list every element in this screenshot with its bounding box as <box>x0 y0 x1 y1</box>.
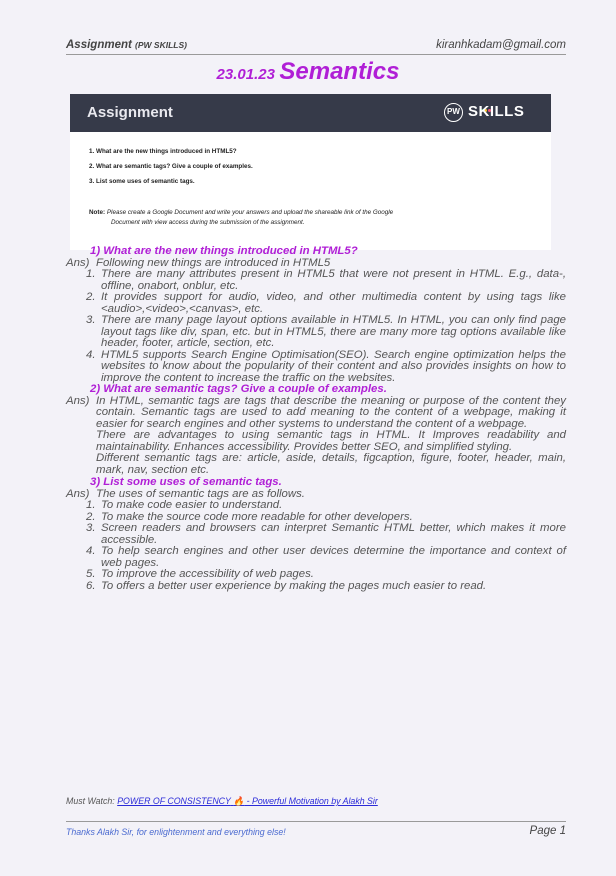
assignment-banner <box>70 94 551 132</box>
question-item: 1. What are the new things introduced in HTML5? <box>89 148 237 155</box>
list-number: 1. <box>86 268 96 280</box>
question-heading-3: 3) List some uses of semantic tags. <box>90 476 282 488</box>
list-item <box>66 350 566 385</box>
note-label: Note: <box>89 209 106 216</box>
list-item <box>66 523 566 546</box>
list-item <box>66 292 566 315</box>
answer-list-3 <box>66 500 566 592</box>
list-text: There are many page layout options available in HTML5. In HTML, you can only find page layout tags like div, span, etc. but in HTML5, there are many more tag options available like header, footer, article, section, etc. <box>101 314 566 349</box>
list-item <box>66 315 566 350</box>
list-text: It provides support for audio, video, and other multimedia content by using tags like <audio>,<video>,<canvas>, etc. <box>101 291 566 315</box>
page-title <box>0 58 616 86</box>
list-item <box>66 269 566 292</box>
assignment-note <box>89 208 539 228</box>
header-title: Assignment <box>66 39 132 51</box>
list-text: HTML5 supports Search Engine Optimisation(SEO). Search engine optimization helps the websites to know about the popularity of their content and also provides insights on how to improve the content to increase the traffic on the websites. <box>101 348 566 384</box>
fire-icon: 🔥 <box>233 796 245 806</box>
ans-intro-text: The uses of semantic tags are as follows. <box>96 487 305 500</box>
list-number: 5. <box>86 568 96 580</box>
header-subtitle: (PW SKILLS) <box>135 40 187 50</box>
logo-text: SKILLS <box>468 103 525 120</box>
page-header <box>66 37 566 55</box>
list-item <box>66 581 566 593</box>
list-text: To offers a better user experience by making the pages much easier to read. <box>101 579 487 592</box>
list-number: 4. <box>86 348 96 361</box>
pw-skills-logo <box>444 103 534 123</box>
question-item: 3. List some uses of semantic tags. <box>89 178 195 185</box>
list-number: 2. <box>86 291 96 303</box>
list-number: 2. <box>86 510 96 523</box>
list-text: There are many attributes present in HTML5 that were not present in HTML. E.g., data-, offline, onabort, onblur, etc. <box>101 268 566 292</box>
must-watch-label: Must Watch: <box>66 796 115 806</box>
answer-paragraph: Different semantic tags are: article, aside, details, figcaption, figure, footer, header, main, mark, nav, section etc. <box>96 452 566 476</box>
pw-logo-icon: PW <box>444 103 463 122</box>
ans-label: Ans) <box>66 256 90 269</box>
ans-label: Ans) <box>66 394 90 407</box>
page-footer <box>66 821 566 839</box>
answer-paragraph: In HTML, semantic tags are tags that describe the meaning or purpose of the content they contain. Semantic tags are used to add meaning to the content of a webpage, making it easier for search engines and other systems to understand the content of a webpage. <box>96 394 566 430</box>
title-date: 23.01.23 <box>216 66 275 83</box>
list-number: 6. <box>86 579 96 592</box>
ans-label: Ans) <box>66 487 90 500</box>
banner-title: Assignment <box>87 104 173 121</box>
answer-list-1 <box>66 269 566 384</box>
list-number: 1. <box>86 499 96 511</box>
header-assignment-label <box>66 39 187 51</box>
list-text: To help search engines and other user devices determine the importance and context of web pages. <box>101 545 566 569</box>
note-line-2: Document with view access during the submission of the assignment. <box>111 219 305 226</box>
must-watch-line <box>66 796 378 807</box>
header-email: kiranhkadam@gmail.com <box>436 39 566 51</box>
list-number: 3. <box>86 522 96 534</box>
answer-paragraphs <box>96 396 566 477</box>
list-number: 4. <box>86 545 96 557</box>
ans-intro-text: Following new things are introduced in HTML5 <box>96 256 331 269</box>
link-text: POWER OF CONSISTENCY <box>117 796 231 806</box>
title-word: Semantics <box>279 58 400 85</box>
list-text: To improve the accessibility of web pages. <box>101 568 314 580</box>
page-number: Page 1 <box>529 825 566 837</box>
answers-body <box>66 246 566 592</box>
answer-paragraph: There are advantages to using semantic tags in HTML. It Improves readability and maintainability. Enhances accessibility. Provides better SEO, and simplified styling. <box>96 429 566 453</box>
question-heading-2: 2) What are semantic tags? Give a couple of examples. <box>90 383 387 395</box>
list-text: To make the source code more readable for other developers. <box>101 510 413 523</box>
motivation-video-link[interactable] <box>117 796 378 806</box>
link-tail: - Powerful Motivation by Alakh Sir <box>244 796 378 806</box>
list-text: Screen readers and browsers can interpret Semantic HTML better, which makes it more accessible. <box>101 522 566 546</box>
footer-thanks: Thanks Alakh Sir, for enlightenment and everything else! <box>66 827 286 837</box>
answer-block-2 <box>66 396 566 477</box>
list-item <box>66 546 566 569</box>
question-item: 2. What are semantic tags? Give a couple of examples. <box>89 163 253 170</box>
list-text: To make code easier to understand. <box>101 499 283 511</box>
list-number: 3. <box>86 314 96 326</box>
question-heading-1: 1) What are the new things introduced in HTML5? <box>90 245 358 257</box>
note-line-1: Please create a Google Document and write your answers and upload the shareable link of the Google <box>106 209 394 216</box>
questions-box <box>70 132 551 250</box>
